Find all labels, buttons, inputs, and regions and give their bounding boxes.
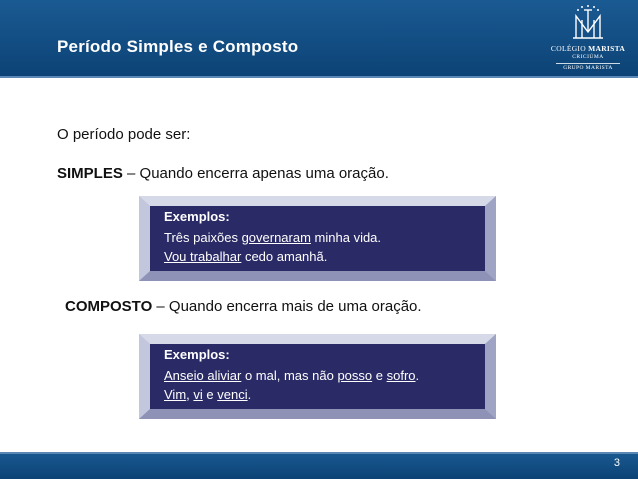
composto-examples-panel xyxy=(150,344,485,409)
header-bar xyxy=(0,0,638,78)
simples-term: SIMPLES xyxy=(57,165,123,182)
composto-term: COMPOSTO xyxy=(65,298,153,315)
logo-name: COLÉGIO MARISTA xyxy=(550,44,626,53)
footer-rule xyxy=(0,452,638,454)
logo-city: CRICIÚMA xyxy=(572,54,604,60)
examples-heading: Exemplos: xyxy=(164,347,230,362)
composto-description: – Quando encerra mais de uma oração. xyxy=(152,298,422,315)
composto-examples-box xyxy=(139,334,496,419)
logo-group: GRUPO MARISTA xyxy=(563,65,613,71)
composto-definition xyxy=(65,298,422,315)
example-line: Três paixões governaram minha vida. xyxy=(164,230,382,245)
marista-monogram-icon xyxy=(568,4,608,44)
simples-examples-box xyxy=(139,196,496,281)
page-number: 3 xyxy=(613,457,620,469)
simples-definition xyxy=(57,165,389,182)
footer-bar xyxy=(0,452,638,479)
example-line: Vou trabalhar cedo amanhã. xyxy=(164,249,328,264)
example-line: Anseio aliviar o mal, mas não posso e sofro. xyxy=(164,368,420,383)
logo-divider xyxy=(556,63,620,64)
example-line: Vim, vi e venci. xyxy=(164,387,252,402)
slide-title: Período Simples e Composto xyxy=(57,37,299,56)
examples-heading: Exemplos: xyxy=(164,209,230,224)
verb-underlined: governaram xyxy=(241,230,311,245)
header-rule xyxy=(0,76,638,78)
simples-description: – Quando encerra apenas uma oração. xyxy=(122,165,389,182)
colegio-marista-logo xyxy=(546,4,630,74)
simples-examples-panel xyxy=(150,206,485,271)
verb-underlined: Vou trabalhar xyxy=(164,249,242,264)
intro-text: O período pode ser: xyxy=(57,126,191,143)
